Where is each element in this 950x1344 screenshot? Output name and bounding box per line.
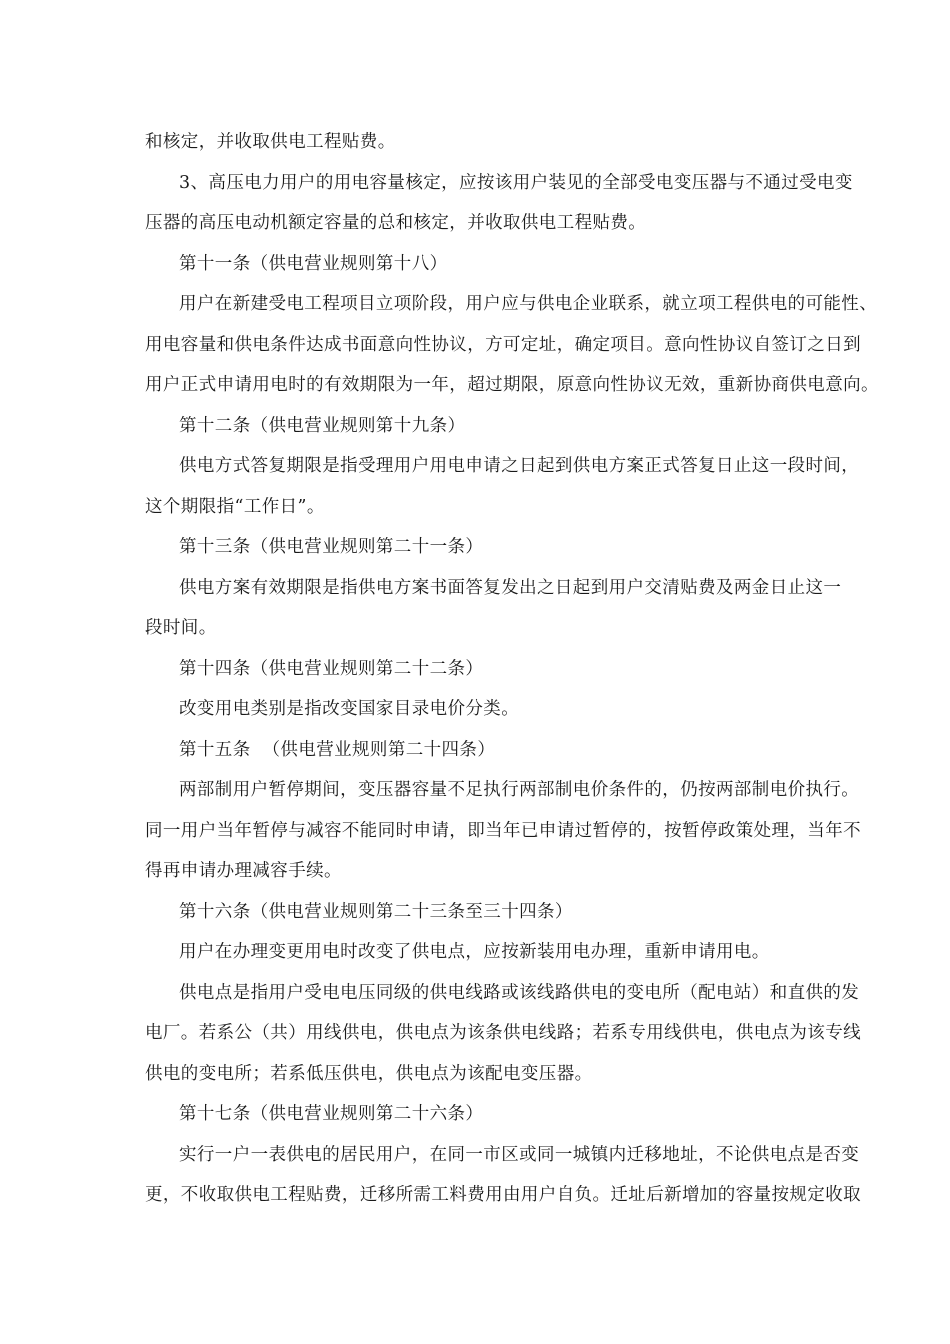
text-line: 3、高压电力用户的用电容量核定，应按该用户装见的全部受电变压器与不通过受电变 (179, 172, 853, 193)
text-line: 段时间。 (145, 618, 217, 638)
text-line: 用户正式申请用电时的有效期限为一年，超过期限，原意向性协议无效，重新协商供电意向。 (145, 375, 879, 395)
article-heading: 第十一条（供电营业规则第十八） (179, 253, 448, 274)
document-page (145, 122, 879, 1216)
article-heading: 第十五条 （供电营业规则第二十四条） (179, 739, 496, 760)
text-line: 压器的高压电动机额定容量的总和核定，并收取供电工程贴费。 (145, 213, 647, 233)
article-heading: 第十七条（供电营业规则第二十六条） (179, 1104, 484, 1124)
text-line: 电厂。若系公（共）用线供电，供电点为该条供电线路；若系专用线供电，供电点为该专线 (145, 1023, 861, 1043)
text-line: 用户在办理变更用电时改变了供电点，应按新装用电办理，重新申请用电。 (179, 942, 770, 962)
text-line: 更，不收取供电工程贴费，迁移所需工料费用由用户自负。迁址后新增加的容量按规定收取 (145, 1185, 861, 1205)
text-line: 和核定，并收取供电工程贴费。 (145, 132, 396, 152)
text-line: 这个期限指“工作日”。 (145, 496, 325, 517)
text-line: 供电方式答复期限是指受理用户用电申请之日起到供电方案正式答复日止这一段时间， (179, 456, 860, 476)
text-line: 供电方案有效期限是指供电方案书面答复发出之日起到用户交清贴费及两金日止这一 (179, 577, 842, 598)
text-line: 实行一户一表供电的居民用户，在同一市区或同一城镇内迁移地址，不论供电点是否变 (179, 1144, 860, 1165)
article-heading: 第十四条（供电营业规则第二十二条） (179, 658, 484, 679)
text-line: 用户在新建受电工程项目立项阶段，用户应与供电企业联系，就立项工程供电的可能性、 (179, 294, 878, 314)
text-line: 用电容量和供电条件达成书面意向性协议，方可定址，确定项目。意向性协议自签订之日到 (145, 334, 861, 355)
text-line: 供电的变电所；若系低压供电，供电点为该配电变压器。 (145, 1063, 593, 1084)
text-line: 两部制用户暂停期间，变压器容量不足执行两部制电价条件的，仍按两部制电价执行。 (179, 780, 860, 800)
text-line: 改变用电类别是指改变国家目录电价分类。 (179, 699, 520, 719)
text-line: 同一用户当年暂停与减容不能同时申请，即当年已申请过暂停的，按暂停政策处理，当年不 (145, 820, 861, 841)
article-heading: 第十三条（供电营业规则第二十一条） (179, 537, 484, 557)
text-line: 供电点是指用户受电电压同级的供电线路或该线路供电的变电所（配电站）和直供的发 (179, 982, 860, 1003)
text-line: 得再申请办理减容手续。 (145, 861, 342, 881)
article-heading: 第十二条（供电营业规则第十九条） (179, 415, 466, 436)
article-heading: 第十六条（供电营业规则第二十三条至三十四条） (179, 901, 573, 922)
